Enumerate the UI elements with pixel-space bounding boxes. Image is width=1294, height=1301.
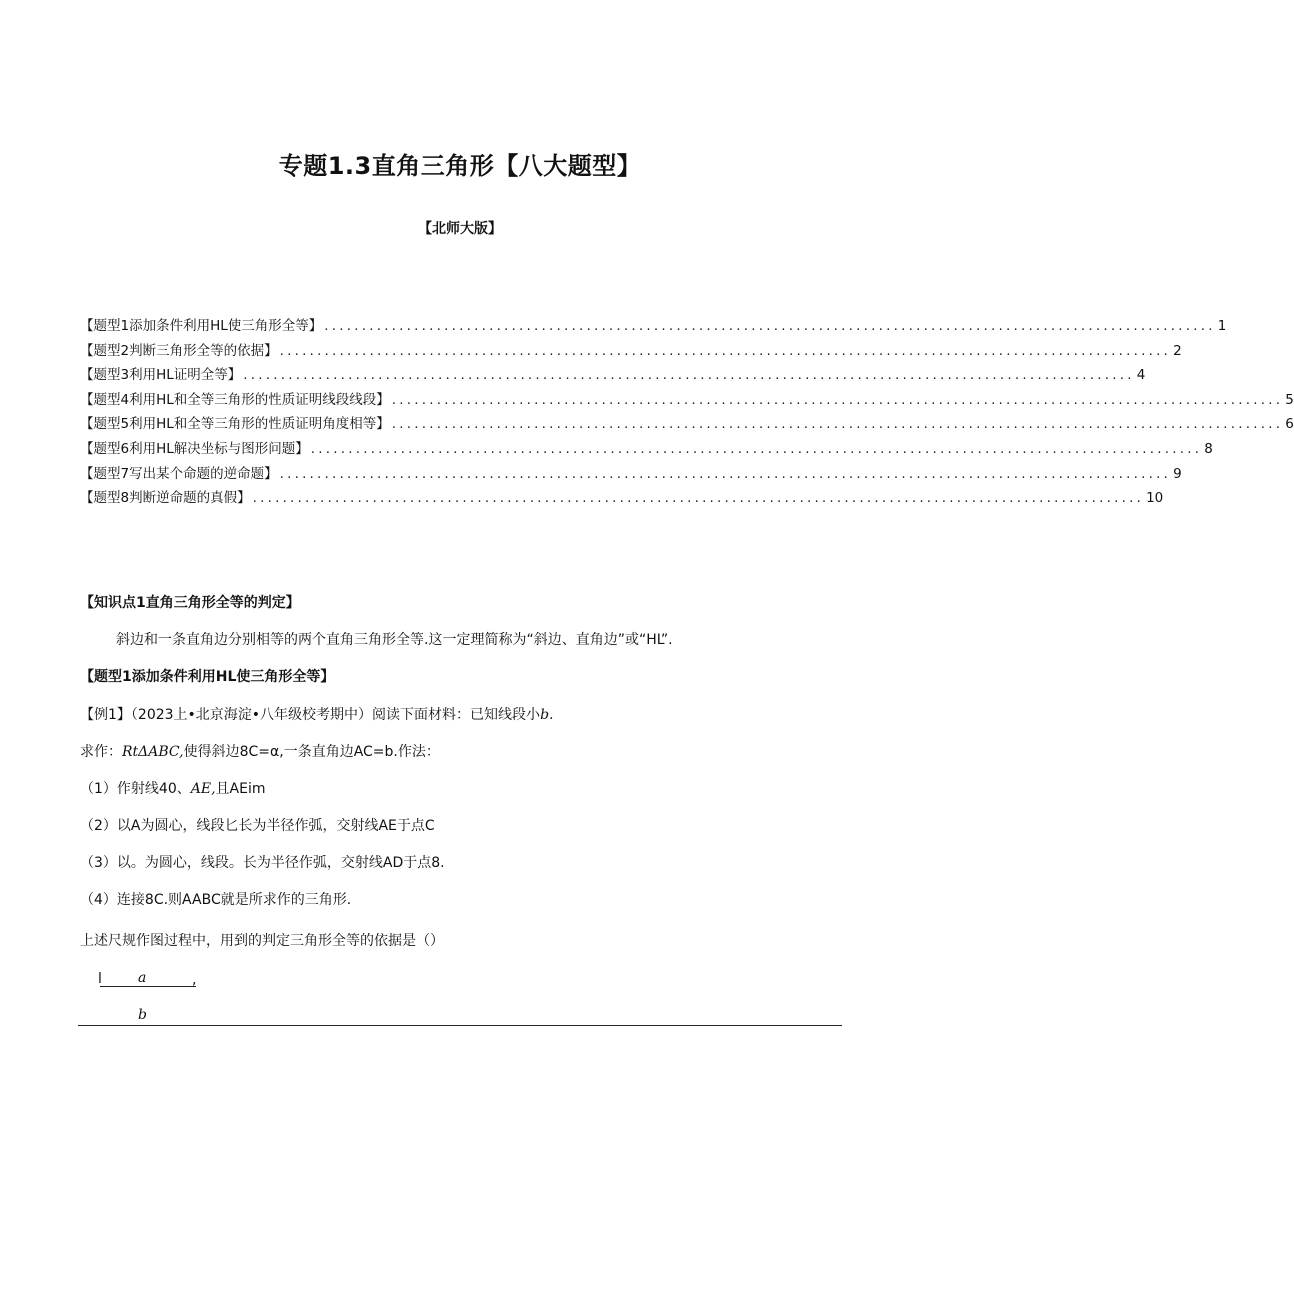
toc-leader-dots: ....................................................................................................................... — [391, 391, 1284, 408]
toc-entry[interactable] — [80, 462, 1182, 487]
toc-entry[interactable] — [80, 314, 1227, 339]
toc-entry-page: 1 — [1217, 318, 1227, 334]
toc-leader-dots: ....................................................................................................................... — [279, 465, 1172, 482]
toc-entry-page: 10 — [1146, 490, 1164, 507]
toc-leader-dots: ....................................................................................................................... — [324, 318, 1216, 334]
toc-entry-label: 【题型4利用HL和全等三角形的性质证明线段线段】 — [80, 391, 390, 408]
toc-entry[interactable] — [80, 388, 1294, 413]
toc-entry-page: 5 — [1285, 391, 1294, 408]
toc-entry[interactable] — [80, 363, 1146, 388]
toc-entry-page: 2 — [1173, 342, 1182, 359]
example-task-text: 使得斜边8C=α,一条直角边AC=b.作法： — [183, 744, 440, 760]
toc-entry[interactable] — [80, 437, 1213, 462]
segment-a — [100, 986, 196, 987]
segment-a-end: , — [192, 972, 197, 988]
toc-entry-label: 【题型3利用HL证明全等】 — [80, 367, 242, 384]
toc-leader-dots: ....................................................................................................................... — [391, 416, 1284, 433]
example-step-4: （4）连接8C.则AABC就是所求作的三角形. — [80, 892, 352, 908]
section-heading: 【题型1添加条件利用HL使三角形全等】 — [80, 669, 335, 685]
toc-leader-dots: ....................................................................................................................... — [243, 367, 1135, 384]
toc-leader-dots: ....................................................................................................................... — [279, 342, 1172, 359]
toc-entry-label: 【题型6利用HL解决坐标与图形问题】 — [80, 440, 309, 457]
example-task-label: 求作： — [80, 744, 122, 760]
example-intro-math: b. — [540, 707, 554, 723]
document-title: 专题1.3直角三角形【八大题型】 — [278, 152, 642, 180]
toc-entry[interactable] — [80, 486, 1164, 511]
example-question: 上述尺规作图过程中，用到的判定三角形全等的依据是（） — [80, 933, 444, 949]
toc-entry-page: 8 — [1204, 440, 1213, 457]
toc-entry-label: 【题型5利用HL和全等三角形的性质证明角度相等】 — [80, 416, 390, 433]
toc-entry-page: 6 — [1285, 416, 1294, 433]
segment-b-label: b — [138, 1007, 147, 1023]
step-1-text-end: 且AEim — [215, 781, 266, 797]
step-1-text: （1）作射线40、 — [80, 781, 191, 797]
toc-entry-label: 【题型7写出某个命题的逆命题】 — [80, 465, 278, 482]
figure-left-mark: l — [98, 971, 102, 987]
example-intro — [80, 704, 553, 724]
document-subtitle: 【北师大版】 — [418, 221, 502, 237]
toc-leader-dots: ....................................................................................................................... — [252, 490, 1145, 507]
toc-entry-label: 【题型2判断三角形全等的依据】 — [80, 342, 278, 359]
example-step-3: （3）以。为圆心，线段。长为半径作弧，交射线AD于点8. — [80, 855, 445, 871]
example-step-2: （2）以A为圆心，线段匕长为半径作弧，交射线AE于点C — [80, 818, 435, 834]
segment-a-label: a — [138, 970, 147, 986]
knowledge-heading: 【知识点1直角三角形全等的判定】 — [80, 595, 300, 611]
horizontal-rule — [78, 1025, 842, 1026]
toc-entry[interactable] — [80, 339, 1182, 364]
toc-leader-dots: ....................................................................................................................... — [310, 440, 1203, 457]
toc-entry-page: 4 — [1136, 367, 1146, 384]
toc-entry-label: 【题型1添加条件利用HL使三角形全等】 — [80, 318, 323, 334]
example-task-math: RtΔABC, — [122, 744, 184, 760]
example-step-1 — [80, 778, 265, 798]
toc-entry[interactable] — [80, 412, 1294, 437]
example-task — [80, 741, 440, 761]
table-of-contents — [80, 314, 1294, 511]
step-1-math: AE, — [190, 781, 216, 797]
knowledge-text: 斜边和一条直角边分别相等的两个直角三角形全等.这一定理简称为“斜边、直角边”或“HL”. — [116, 632, 673, 648]
toc-entry-page: 9 — [1173, 465, 1182, 482]
example-intro-text: 【例1】（2023上•北京海淀•八年级校考期中）阅读下面材料：已知线段小 — [80, 707, 541, 723]
toc-entry-label: 【题型8判断逆命题的真假】 — [80, 490, 251, 507]
